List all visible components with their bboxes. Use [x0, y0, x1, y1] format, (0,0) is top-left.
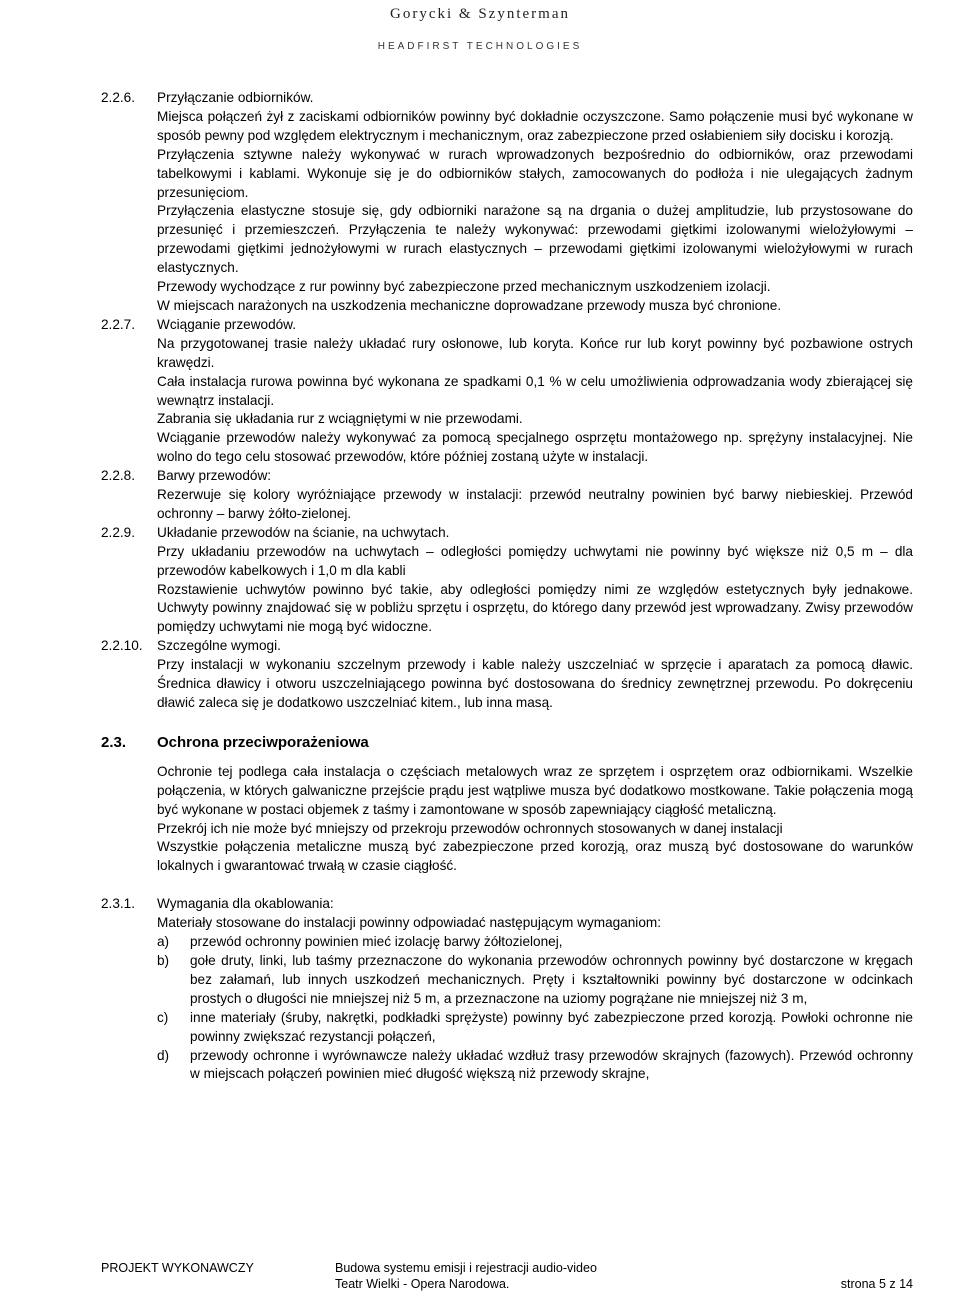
brand-subtitle: HEADFIRST TECHNOLOGIES [377, 41, 583, 52]
list-marker: a) [157, 934, 170, 950]
paragraph: Zabrania się układania rur z wciągniętymi w nie przewodami. [157, 411, 523, 427]
document-footer [101, 1260, 913, 1292]
section-heading-2-2-6 [101, 89, 913, 108]
section-number: 2.3.1. [101, 896, 136, 912]
section-title: Przyłączanie odbiorników. [157, 90, 314, 105]
section-title: Barwy przewodów: [157, 468, 272, 484]
page-number: strona 5 z 14 [840, 1277, 913, 1291]
section-heading-2-2-8 [101, 467, 913, 486]
section-number: 2.3. [101, 733, 127, 751]
paragraph: Cała instalacja rurowa powinna być wykonana ze spadkami 0,1 % w celu umożliwienia odprowadzania wody zbierającej się wewnątrz instalacji. [157, 373, 913, 408]
paragraph: Miejsca połączeń żył z zaciskami odbiorników powinny być dokładnie oczyszczone. Samo połączenie musi być wykonane w sposób pewny pod względem elektrycznym i mechanicznym, oraz zabezpieczone przed osłabieniem siły docisku i korozją. [157, 108, 913, 143]
list-item [157, 1047, 913, 1085]
list-text: przewód ochronny powinien mieć izolację barwy żółtozielonej, [190, 934, 563, 950]
list-text: przewody ochronne i wyrównawcze należy układać wzdłuż trasy przewodów skrajnych (fazowych). Przewód ochronny w miejscach połączeń powinien mieć długość większą niż przewody skrajne, [190, 1047, 913, 1082]
section-title: Ochrona przeciwporażeniowa [157, 733, 369, 751]
section-title: Układanie przewodów na ścianie, na uchwytach. [157, 524, 450, 540]
section-number: 2.2.6. [101, 90, 136, 105]
paragraph: Wciąganie przewodów należy wykonywać za pomocą specjalnego osprzętu montażowego np. sprężyny instalacyjnej. Nie wolno do tego celu stosować przewodów, które później zostaną użyte w instalacji. [157, 430, 913, 465]
list-marker: d) [157, 1047, 170, 1063]
section-heading-2-3-1 [101, 895, 913, 914]
list-text: gołe druty, linki, lub taśmy przeznaczone do wykonania przewodów ochronnych powinny być dostarczone w kręgach bez załamań, lub innych uszkodzeń mechanicznych. Pręty i kształtowniki powinny być dostarczone w odcinkach prostych o długości nie mniejszej niż 5 m, a przeznaczone na uziomy pogrążane nie mniejszej niż 3 m, [190, 952, 913, 1006]
section-heading-2-2-7 [101, 316, 913, 335]
paragraph: Rezerwuje się kolory wyróżniające przewody w instalacji: przewód neutralny powinien być barwy niebieskiej. Przewód ochronny – barwy żółto-zielonej. [157, 487, 913, 521]
section-heading-2-2-10 [101, 637, 913, 656]
footer-project-description [335, 1260, 597, 1292]
section-heading-2-3 [101, 734, 913, 753]
section-number: 2.2.7. [101, 316, 136, 332]
paragraph: Przyłączenia sztywne należy wykonywać w rurach wprowadzonych bezpośrednio do odbiorników, oraz przewodami tabelkowymi i kablami. Wykonuje się je do odbiorników stałych, zamocowanych do podłoża i nie ulegających żadnym przesunięciom. [157, 146, 913, 200]
list-item [157, 952, 913, 1009]
paragraph: Przewody wychodzące z rur powinny być zabezpieczone przed mechanicznym uszkodzeniem izolacji. [157, 279, 771, 295]
brand-name: Gorycki & Szynterman [390, 6, 570, 22]
paragraph: Materiały stosowane do instalacji powinny odpowiadać następującym wymaganiom: [157, 915, 661, 931]
section-number: 2.2.9. [101, 524, 136, 540]
footer-line: Budowa systemu emisji i rejestracji audio-video [335, 1261, 597, 1275]
document-header [0, 6, 960, 52]
section-number: 2.2.8. [101, 468, 136, 484]
section-number: 2.2.10. [101, 638, 143, 654]
section-title: Wciąganie przewodów. [157, 316, 297, 332]
paragraph: Ochronie tej podlega cała instalacja o częściach metalowych wraz ze sprzętem i osprzętem oraz odbiornikami. Wszelkie połączenia, w których galwaniczne przejście prądu jest wątpliwe musza być dodatkowo mostkowane. Takie połączenia mogą być wykonane w postaci objemek z taśmy i zamontowane w sposób zapewniający ciągłość metaliczną. [157, 763, 913, 817]
paragraph: Przekrój ich nie może być mniejszy od przekroju przewodów ochronnych stosowanych w danej instalacji [157, 820, 783, 836]
list-text: inne materiały (śruby, nakrętki, podkładki sprężyste) powinny być zabezpieczone przed korozją. Powłoki ochronne nie powinny zwiększać rezystancji połączeń, [190, 1009, 913, 1044]
footer-line: Teatr Wielki - Opera Narodowa. [335, 1277, 510, 1291]
list-item [157, 933, 913, 952]
paragraph: Na przygotowanej trasie należy układać rury osłonowe, lub koryta. Końce rur lub koryt powinny być pozbawione ostrych krawędzi. [157, 335, 913, 370]
paragraph: Przy instalacji w wykonaniu szczelnym przewody i kable należy uszczelniać w sprzęcie i aparatach za pomocą dławic. Średnica dławicy i otworu uszczelniającego powinna być dostosowana do średnicy zewnętrznej przewodu. Po dokręceniu dławić zaleca się je dodatkowo uszczelniać kitem., lub inna masą. [157, 657, 913, 710]
list-marker: c) [157, 1009, 169, 1025]
section-heading-2-2-9 [101, 524, 913, 543]
paragraph: W miejscach narażonych na uszkodzenia mechaniczne doprowadzane przewody musza być chronione. [157, 297, 782, 313]
paragraph: Wszystkie połączenia metaliczne muszą być zabezpieczone przed korozją, oraz muszą być dostosowane do warunków lokalnych i gwarantować trwałą w czasie ciągłość. [157, 839, 913, 874]
paragraph: Przy układaniu przewodów na uchwytach – odległości pomiędzy uchwytami nie powinny być większe niż 0,5 m – dla przewodów kabelkowych i 1,0 m dla kabli [157, 543, 913, 578]
footer-project-label: PROJEKT WYKONAWCZY [101, 1261, 254, 1275]
list-item [157, 1009, 913, 1047]
section-title: Wymagania dla okablowania: [157, 896, 334, 912]
list-marker: b) [157, 952, 170, 968]
paragraph: Rozstawienie uchwytów powinno być takie, aby odległości pomiędzy nimi ze względów estetycznych były jednakowe. Uchwyty powinny znajdować się w pobliżu sprzętu i osprzętu, do którego dany przewód jest wprowadzany. Zwisy przewodów pomiędzy uchwytami nie mogą być widoczne. [157, 581, 913, 635]
document-body [101, 89, 913, 1084]
section-title: Szczególne wymogi. [157, 638, 281, 654]
paragraph: Przyłączenia elastyczne stosuje się, gdy odbiorniki narażone są na drgania o dużej amplitudzie, lub przystosowane do przesunięć i przemieszczeń. Przyłączenia te należy wykonywać: przewodami giętkimi izolowanymi wielożyłowymi – przewodami giętkimi jednożyłowymi w rurach elastycznych – przewodami giętkimi izolowanymi wielożyłowymi w rurach elastycznych. [157, 203, 913, 276]
